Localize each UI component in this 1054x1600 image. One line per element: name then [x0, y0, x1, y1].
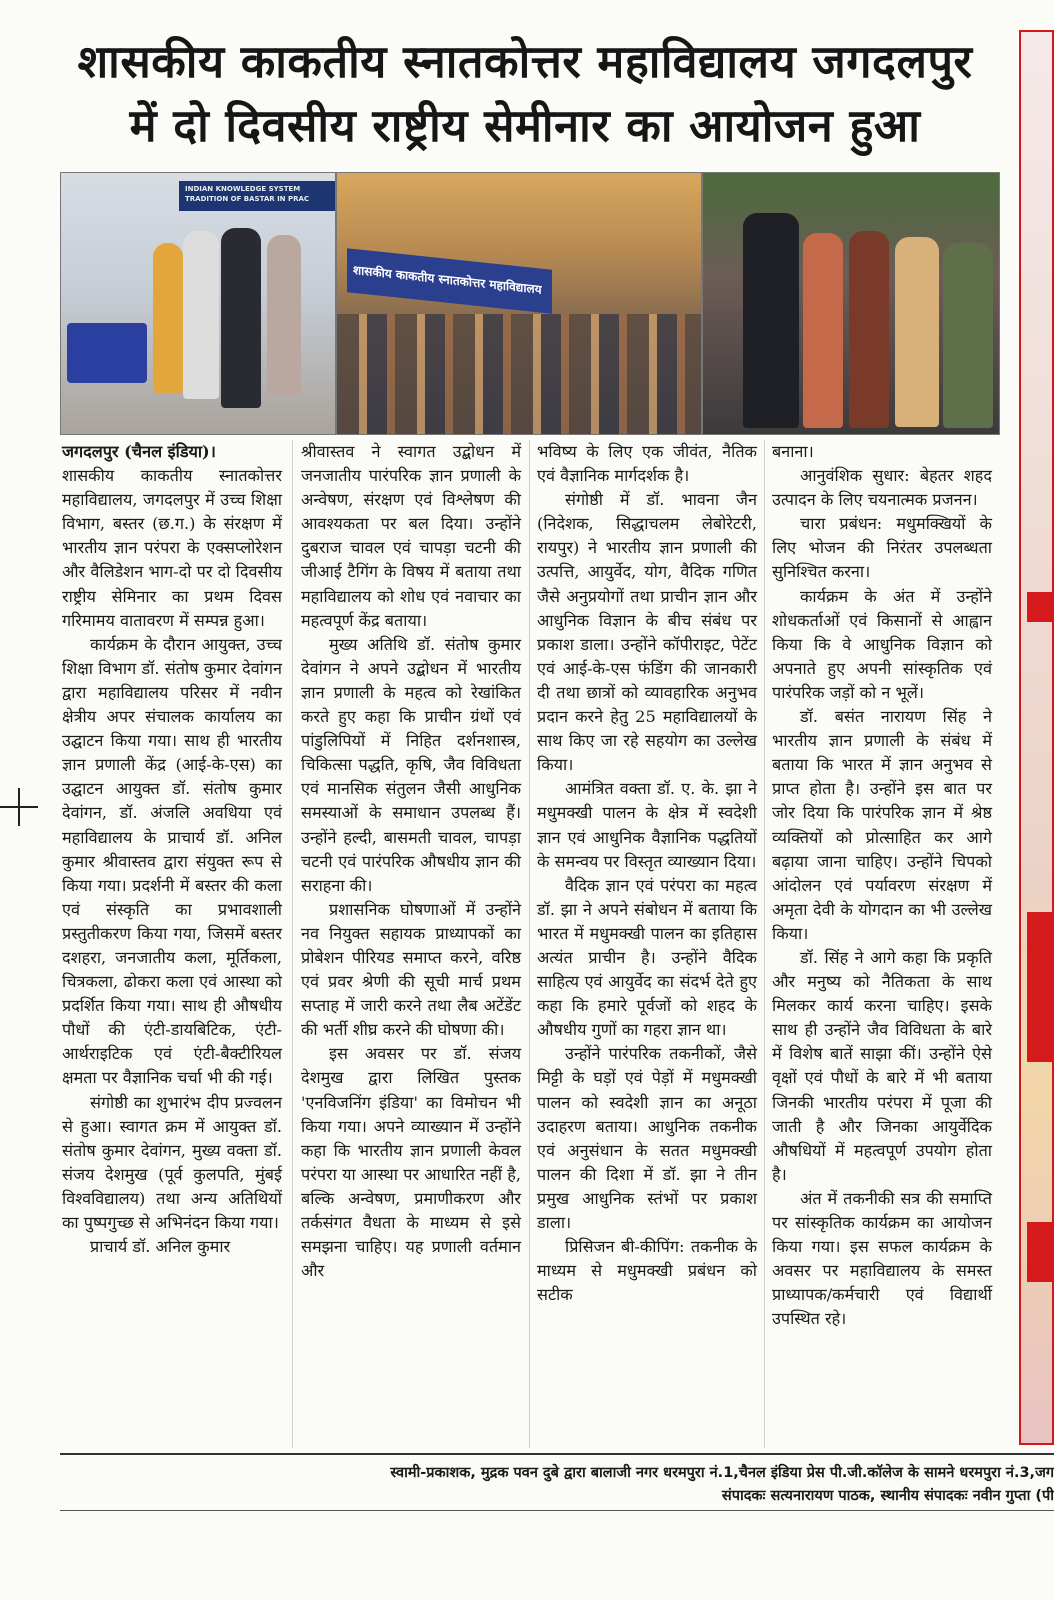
paragraph: डॉ. सिंह ने आगे कहा कि प्रकृति और मनुष्य को नैतिकता के साथ मिलकर कार्य करना चाहिए। इसके साथ ही उन्होंने जैव विविधता के बारे में विशेष बातें साझा कीं। उन्होंने ऐसे वृक्षों एवं पौधों के बारे में भी बताया जिनकी भारतीय परंपरा में पूजा की जाती है और जिनका आयुर्वेदिक औषधियों में महत्वपूर्ण उपयोग होता है। — [772, 947, 992, 1184]
figure-person — [895, 237, 939, 427]
paragraph: संगोष्ठी में डॉ. भावना जैन (निदेशक, सिद्धाचलम लेबोरेटरी, रायपुर) ने भारतीय ज्ञान प्रणाली की उत्पत्ति, आयुर्वेद, योग, वैदिक गणित जैसे अनुप्रयोगों तथा प्राचीन ज्ञान और आधुनिक विज्ञान के बीच संबंध पर प्रकाश डाला। उन्होंने कॉपीराइट, पेटेंट एवं आई-के-एस फंडिंग की जानकारी दी तथा छात्रों को व्यावहारिक अनुभव प्रदान करने हेतु 25 महाविद्यालयों के साथ किए जा रहे सहयोग का उल्लेख किया। — [537, 490, 757, 775]
paragraph: श्रीवास्तव ने स्वागत उद्बोधन में जनजातीय पारंपरिक ज्ञान प्रणाली के अन्वेषण, संरक्षण एवं विश्लेषण की आवश्यकता पर बल दिया। उन्होंने दुबराज चावल एवं चापड़ा चटनी की जीआई टैगिंग के विषय में बताया तथा महाविद्यालय को शोध एवं नवाचार का महत्वपूर्ण केंद्र बताया। — [301, 442, 521, 630]
paragraph: वैदिक ज्ञान एवं परंपरा का महत्व डॉ. झा ने अपने संबोधन में बताया कि भारत में मधुमक्खी पालन का इतिहास अत्यंत प्राचीन है। उन्होंने वैदिक साहित्य एवं आयुर्वेद का संदर्भ देते हुए कहा कि हमारे पूर्वजों को शहद के औषधीय गुणों का गहरा ज्ञान था। — [537, 875, 757, 1040]
column-divider — [292, 440, 293, 1448]
photo-inauguration — [60, 172, 336, 435]
figure-person — [743, 213, 799, 428]
figure-person — [267, 235, 301, 395]
figure-person — [803, 233, 843, 428]
paragraph: मुख्य अतिथि डॉ. संतोष कुमार देवांगन ने अपने उद्बोधन में भारतीय ज्ञान प्रणाली के महत्व को रेखांकित करते हुए कहा कि प्राचीन ग्रंथों एवं पांडुलिपियों में निहित दर्शनशास्त्र, चिकित्सा पद्धति, कृषि, जैव विविधता एवं मानसिक संतुलन जैसी आधुनिक समस्याओं के समाधान उपलब्ध हैं। उन्होंने हल्दी, बासमती चावल, चापड़ा चटनी एवं पारंपरिक औषधीय ज्ञान की सराहना की। — [301, 634, 521, 895]
paragraph: अंत में तकनीकी सत्र की समाप्ति पर सांस्कृतिक कार्यक्रम का आयोजन किया गया। इस सफल कार्यक्रम के अवसर पर महाविद्यालय के समस्त प्राध्यापक/कर्मचारी एवं विद्यार्थी उपस्थित रहे। — [772, 1188, 992, 1329]
footer-rule — [60, 1510, 1054, 1511]
headline-line-2: में दो दिवसीय राष्ट्रीय सेमीनार का आयोजन हुआ — [129, 99, 921, 152]
figure-person — [943, 243, 993, 428]
figure-person — [221, 228, 261, 408]
photo-seminar-hall — [336, 172, 702, 435]
adjacent-ad-edge — [1019, 30, 1054, 1445]
paragraph: प्रिसिजन बी-कीपिंग: तकनीक के माध्यम से मधुमक्खी प्रबंधन को सटीक — [537, 1237, 757, 1305]
paragraph: संगोष्ठी का शुभारंभ दीप प्रज्वलन से हुआ। स्वागत क्रम में आयुक्त डॉ. संतोष कुमार देवांगन, मुख्य वक्ता डॉ. संजय देशमुख (पूर्व कुलपति, मुंबई विश्वविद्यालय) तथा अन्य अतिथियों का पुष्पगुच्छ से अभिनंदन किया गया। — [62, 1092, 282, 1232]
article-column-4 — [772, 440, 992, 1331]
figure-person — [183, 231, 219, 399]
ad-color-band — [1027, 1222, 1054, 1282]
seated-audience — [337, 314, 701, 434]
article-column-3 — [537, 440, 757, 1307]
column-divider — [764, 440, 765, 1448]
photo-strip — [60, 172, 1000, 435]
crop-mark-icon — [0, 788, 38, 826]
paragraph: कार्यक्रम के दौरान आयुक्त, उच्च शिक्षा विभाग डॉ. संतोष कुमार देवांगन द्वारा महाविद्यालय परिसर में नवीन क्षेत्रीय अपर संचालक कार्यालय का उद्घाटन किया गया। साथ ही भारतीय ज्ञान प्रणाली केंद्र (आई-के-एस) का उद्घाटन आयुक्त डॉ. संतोष कुमार देवांगन, डॉ. अंजलि अवधिया एवं महाविद्यालय के प्राचार्य डॉ. अनिल कुमार श्रीवास्तव द्वारा संयुक्त रूप से किया गया। प्रदर्शनी में बस्तर की कला एवं संस्कृति का प्रभावशाली प्रस्तुतीकरण किया गया, जिसमें बस्तर दशहरा, जनजातीय कला, मूर्तिकला, चित्रकला, ढोकरा कला एवं आस्था को प्रदर्शित किया गया। साथ ही औषधीय पौधों की एंटी-डायबिटिक, एंटी-आर्थराइटिक एवं एंटी-बैक्टीरियल क्षमता पर वैज्ञानिक चर्चा भी की गई। — [62, 634, 282, 1088]
footer-rule — [60, 1453, 1054, 1455]
figure-person — [849, 231, 889, 428]
paragraph: प्राचार्य डॉ. अनिल कुमार — [90, 1237, 231, 1257]
paragraph: आनुवंशिक सुधार: बेहतर शहद उत्पादन के लिए चयनात्मक प्रजनन। — [772, 466, 992, 510]
paragraph: प्रशासनिक घोषणाओं में उन्होंने नव नियुक्त सहायक प्राध्यापकों का प्रोबेशन पीरियड समाप्त करने, वरिष्ठ एवं प्रवर श्रेणी की सूची मार्च प्रथम सप्ताह में जारी करने तथा लैब अटेंडेंट की भर्ती शीघ्र करने की घोषणा की। — [301, 899, 521, 1040]
article-column-1 — [62, 440, 282, 1259]
dateline: जगदलपुर (चैनल इंडिया)। — [62, 442, 216, 461]
ad-color-band — [1027, 912, 1054, 1062]
column-divider — [529, 440, 530, 1448]
editor-line: संपादकः सत्यनारायण पाठक, स्थानीय संपादकः नवीन गुप्ता (पी — [721, 1488, 1054, 1504]
photo-banner-iks: INDIAN KNOWLEDGE SYSTEM TRADITION OF BASTAR IN PRAC — [179, 181, 336, 211]
paragraph: चारा प्रबंधन: मधुमक्खियों के लिए भोजन की निरंतर उपलब्धता सुनिश्चित करना। — [772, 514, 992, 582]
ad-color-band — [1027, 592, 1054, 622]
paragraph: आमंत्रित वक्ता डॉ. ए. के. झा ने मधुमक्खी पालन के क्षेत्र में स्वदेशी ज्ञान एवं आधुनिक वैज्ञानिक पद्धतियों के समन्वय पर विस्तृत व्याख्यान दिया। — [537, 779, 757, 871]
exhibition-display — [67, 323, 147, 383]
headline — [40, 30, 1010, 158]
photo-banner-college: शासकीय काकतीय स्नातकोत्तर महाविद्यालय — [347, 248, 552, 314]
figure-person — [153, 243, 183, 393]
headline-line-1: शासकीय काकतीय स्नातकोत्तर महाविद्यालय जगदलपुर — [77, 35, 973, 88]
paragraph: उन्होंने पारंपरिक तकनीकों, जैसे मिट्टी के घड़ों एवं पेड़ों में मधुमक्खी पालन को स्वदेशी ज्ञान का अनूठा उदाहरण बताया। आधुनिक तकनीक एवं अनुसंधान के सतत मधुमक्खी पालन की दिशा में डॉ. झा ने तीन प्रमुख आधुनिक स्तंभों पर प्रकाश डाला। — [537, 1044, 757, 1232]
paragraph: डॉ. बसंत नारायण सिंह ने भारतीय ज्ञान प्रणाली के संबंध में बताया कि भारत में ज्ञान अनुभव से प्राप्त होता है। उन्होंने इस बात पर जोर दिया कि पारंपरिक ज्ञान में श्रेष्ठ व्यक्तियों को प्रोत्साहित कर आगे बढ़ाया जाना चाहिए। उन्होंने चिपको आंदोलन एवं पर्यावरण संरक्षण में अमृता देवी के योगदान का भी उल्लेख किया। — [772, 707, 992, 943]
paragraph: भविष्य के लिए एक जीवंत, नैतिक एवं वैज्ञानिक मार्गदर्शक है। — [537, 442, 757, 486]
paragraph: कार्यक्रम के अंत में उन्होंने शोधकर्ताओं एवं किसानों से आह्वान किया कि वे आधुनिक विज्ञान को अपनाते हुए अपनी सांस्कृतिक एवं पारंपरिक जड़ों को न भूलें। — [772, 586, 992, 702]
photo-felicitation — [702, 172, 1000, 435]
paragraph: इस अवसर पर डॉ. संजय देशमुख द्वारा लिखित पुस्तक 'एनविजनिंग इंडिया' का विमोचन भी किया गया। अपने व्याख्यान में उन्होंने कहा कि भारतीय ज्ञान प्रणाली केवल परंपरा या आस्था पर आधारित नहीं है, बल्कि अन्वेषण, प्रमाणीकरण और तर्कसंगत वैधता के माध्यम से इसे समझना चाहिए। यह प्रणाली वर्तमान और — [301, 1044, 521, 1281]
article-column-2 — [301, 440, 521, 1283]
paragraph: बनाना। — [772, 442, 814, 461]
imprint-line: स्वामी-प्रकाशक, मुद्रक पवन दुबे द्वारा बालाजी नगर धरमपुरा नं.1,चैनल इंडिया प्रेस पी.जी.कॉलेज के सामने धरमपुरा नं.3,जग — [390, 1465, 1054, 1481]
paragraph: शासकीय काकतीय स्नातकोत्तर महाविद्यालय, जगदलपुर में उच्च शिक्षा विभाग, बस्तर (छ.ग.) के संरक्षण में भारतीय ज्ञान परंपरा के एक्सप्लोरेशन और वैलिडेशन भाग-दो पर दो दिवसीय राष्ट्रीय सेमिनार का प्रथम दिवस गरिमामय वातावरण में सम्पन्न हुआ। — [62, 466, 282, 630]
